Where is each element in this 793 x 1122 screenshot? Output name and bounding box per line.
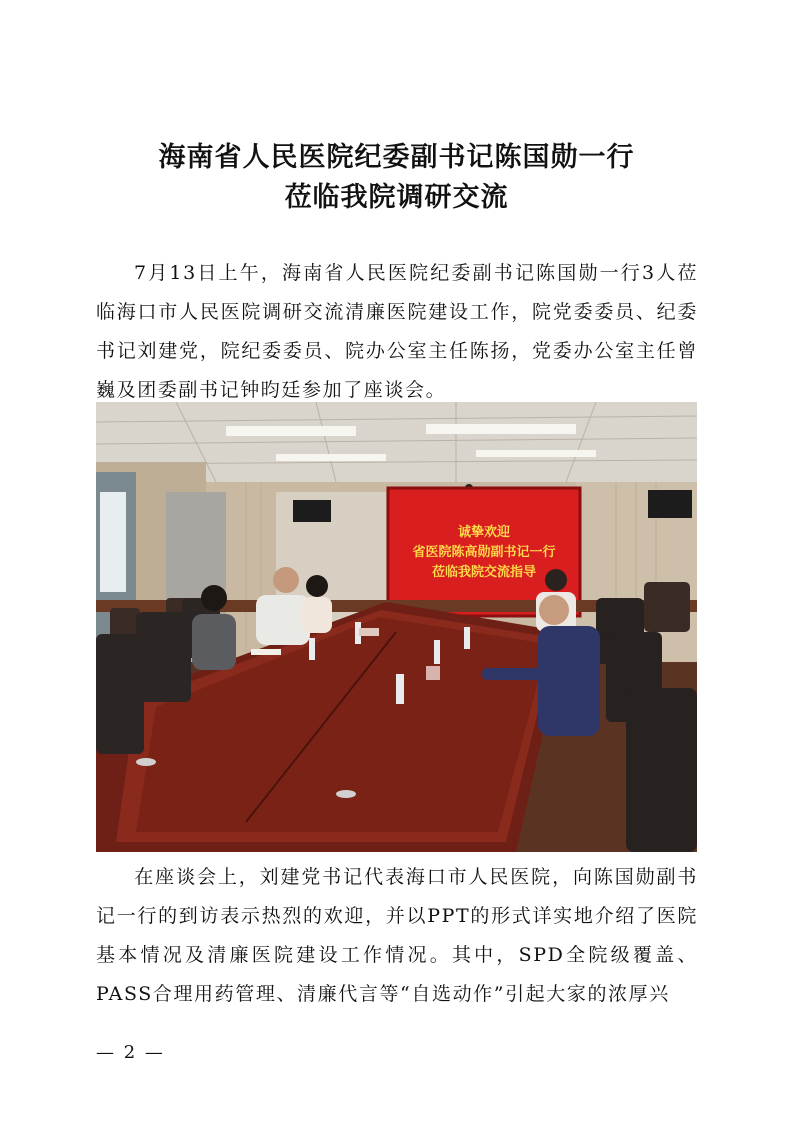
page-number: — 2 — bbox=[96, 1042, 165, 1063]
meeting-photo-illustration bbox=[96, 402, 697, 852]
paragraph-1-text: 7月13日上午，海南省人民医院纪委副书记陈国勋一行3人莅临海口市人民医院调研交流清廉医院建设工作，院党委委员、纪委书记刘建党，院纪委委员、院办公室主任陈扬，党委办公室主任曾巍及团委副书记钟昀廷参加了座谈会。 bbox=[96, 262, 698, 401]
meeting-photo bbox=[96, 402, 697, 852]
screen-line-2: 省医院陈高勋副书记一行 bbox=[412, 545, 556, 560]
paragraph-2-text: 在座谈会上，刘建党书记代表海口市人民医院，向陈国勋副书记一行的到访表示热烈的欢迎，并以PPT的形式详实地介绍了医院基本情况及清廉医院建设工作情况。其中，SPD全院级覆盖、PASS合理用药管理、清廉代言等“自选动作”引起大家的浓厚兴 bbox=[96, 866, 698, 1005]
article-title bbox=[60, 138, 733, 218]
paragraph-2 bbox=[96, 858, 698, 1014]
screen-line-3: 莅临我院交流指导 bbox=[431, 565, 537, 580]
article-title-line-1: 海南省人民医院纪委副书记陈国勋一行 bbox=[158, 142, 635, 173]
article-title-line-2: 莅临我院调研交流 bbox=[284, 182, 509, 213]
screen-line-1: 诚挚欢迎 bbox=[457, 525, 511, 540]
paragraph-1 bbox=[96, 254, 698, 410]
